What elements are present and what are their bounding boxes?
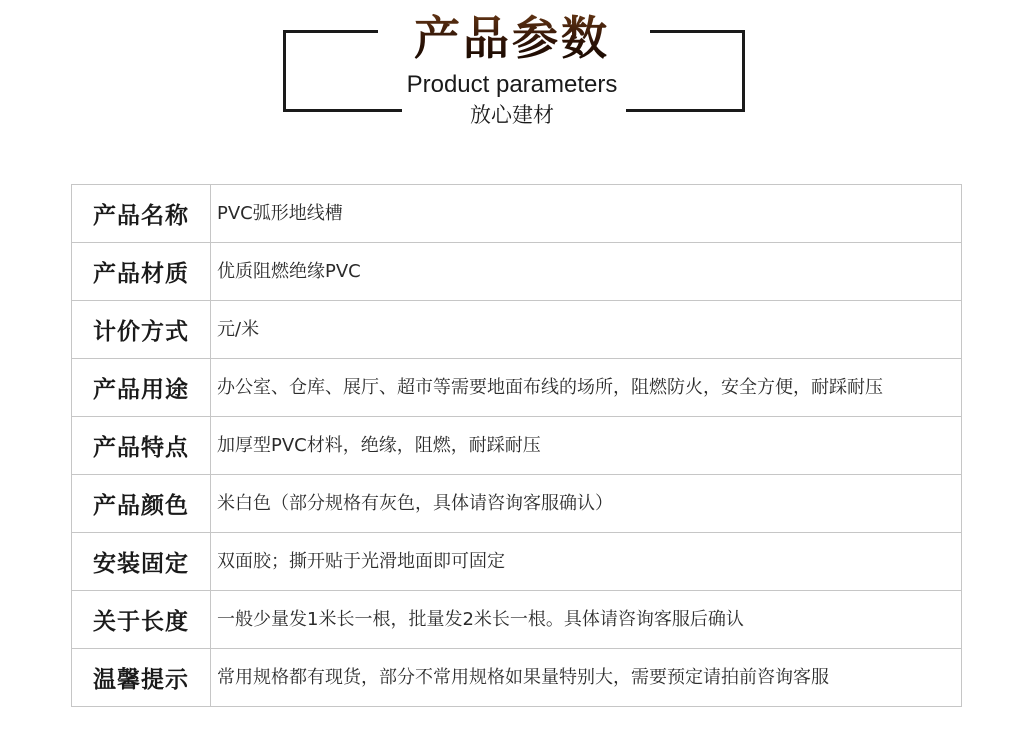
table-row <box>72 475 962 533</box>
param-label: 温馨提示 <box>72 649 211 707</box>
param-value: 常用规格都有现货，部分不常用规格如果量特别大，需要预定请拍前咨询客服 <box>211 649 962 707</box>
param-label: 产品名称 <box>72 185 211 243</box>
table-row <box>72 359 962 417</box>
param-value: 元/米 <box>211 301 962 359</box>
param-label: 产品材质 <box>72 243 211 301</box>
param-value: 优质阻燃绝缘PVC <box>211 243 962 301</box>
param-label: 计价方式 <box>72 301 211 359</box>
table-row <box>72 591 962 649</box>
section-header <box>0 0 1024 140</box>
table-row <box>72 243 962 301</box>
param-label: 产品特点 <box>72 417 211 475</box>
table-row <box>72 185 962 243</box>
param-value: 加厚型PVC材料，绝缘，阻燃，耐踩耐压 <box>211 417 962 475</box>
param-value: 一般少量发1米长一根，批量发2米长一根。具体请咨询客服后确认 <box>211 591 962 649</box>
param-value: 双面胶；撕开贴于光滑地面即可固定 <box>211 533 962 591</box>
param-label: 产品颜色 <box>72 475 211 533</box>
table-row <box>72 417 962 475</box>
page-title-english: Product parameters <box>406 71 618 98</box>
param-label: 关于长度 <box>72 591 211 649</box>
parameters-table <box>71 184 962 707</box>
table-row <box>72 301 962 359</box>
param-label: 安装固定 <box>72 533 211 591</box>
table-row <box>72 649 962 707</box>
page-subtitle: 放心建材 <box>470 103 554 127</box>
param-label: 产品用途 <box>72 359 211 417</box>
page-title: 产品参数 <box>0 8 1024 68</box>
param-value: 米白色（部分规格有灰色，具体请咨询客服确认） <box>211 475 962 533</box>
table-row <box>72 533 962 591</box>
param-value: 办公室、仓库、展厅、超市等需要地面布线的场所，阻燃防火，安全方便，耐踩耐压 <box>211 359 962 417</box>
param-value: PVC弧形地线槽 <box>211 185 962 243</box>
